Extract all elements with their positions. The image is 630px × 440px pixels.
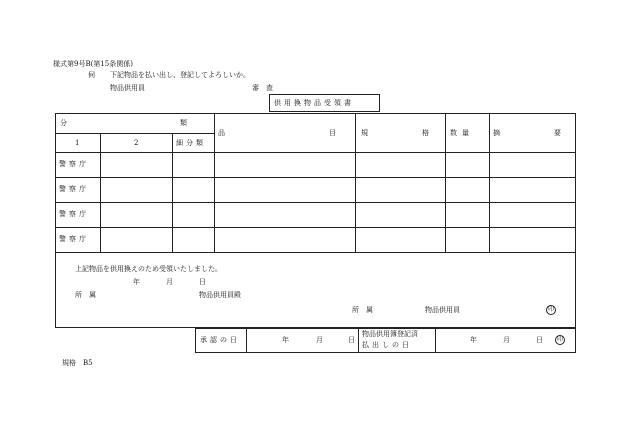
ledger-day: 日 [536, 336, 543, 344]
header-suryo: 数量 [450, 129, 474, 137]
receipt-affiliation-2: 所 属 [352, 306, 373, 314]
approval-col-line [358, 328, 359, 353]
header-kikaku-a: 規 [361, 129, 368, 137]
row-line [55, 177, 576, 178]
approval-col-line [246, 328, 247, 353]
col-line [214, 113, 215, 252]
receipt-addressee: 物品供用員殿 [199, 291, 241, 299]
row-line [55, 202, 576, 203]
col-line [489, 113, 490, 252]
row-line [55, 252, 576, 253]
request-lead: 伺 [88, 71, 95, 79]
header-tekiyo-a: 摘 [493, 129, 500, 137]
receipt-month: 月 [166, 278, 173, 286]
col-line [100, 133, 101, 252]
header-hinmoku-b: 目 [329, 129, 336, 137]
approval-day: 日 [348, 336, 355, 344]
receipt-affiliation: 所 属 [75, 291, 96, 299]
row-line [55, 227, 576, 228]
header-bottom-line [55, 152, 576, 153]
header-col-2: 2 [134, 139, 139, 147]
approver-officer-label: 物品供用員 [110, 84, 145, 92]
header-subdivider [55, 133, 214, 134]
approval-col-line [435, 328, 436, 353]
row-category: 警察庁 [59, 210, 89, 218]
row-category: 警察庁 [59, 160, 89, 168]
header-bunrui-2: 類 [180, 119, 187, 127]
ledger-label-line2: 払出しの日 [362, 341, 412, 349]
header-col-1: 1 [75, 139, 80, 147]
document-title: 供用換物品受領書 [274, 99, 354, 107]
header-tekiyo-b: 要 [554, 129, 561, 137]
header-kikaku-b: 格 [422, 129, 429, 137]
ledger-label-line1: 物品供用簿登記済 [362, 330, 418, 338]
col-line [172, 133, 173, 252]
col-line [355, 113, 356, 252]
header-hinmoku-a: 品 [218, 129, 225, 137]
header-col-3: 細分類 [176, 139, 206, 147]
approver-reviewer-label: 審 査 [252, 84, 273, 92]
row-category: 警察庁 [59, 235, 89, 243]
ledger-year: 年 [470, 336, 477, 344]
header-bunrui: 分 [60, 119, 67, 127]
receipt-year: 年 [133, 278, 140, 286]
receipt-day: 日 [199, 278, 206, 286]
approval-date-label: 承認の日 [200, 336, 240, 344]
receipt-statement: 上記物品を供用換えのため受領いたしました。 [75, 265, 222, 273]
ledger-month: 月 [503, 336, 510, 344]
approval-month: 月 [316, 336, 323, 344]
form-number: 様式第9号B(第15条関係) [53, 60, 133, 68]
approval-year: 年 [282, 336, 289, 344]
row-category: 警察庁 [59, 185, 89, 193]
request-text: 下記物品を払い出し、登記してよろしいか。 [110, 71, 250, 79]
seal-icon: 印 [547, 306, 554, 313]
col-line [445, 113, 446, 252]
receipt-officer: 物品供用員 [425, 306, 460, 314]
paper-size-note: 規格 B5 [62, 359, 93, 367]
seal-icon: 印 [556, 336, 563, 343]
